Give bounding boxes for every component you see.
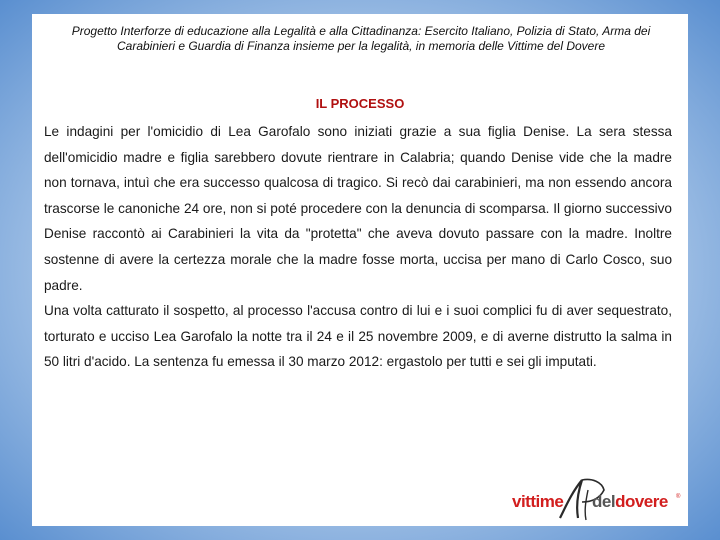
logo-word-deldovere (592, 492, 668, 512)
paragraph-investigation: Le indagini per l'omicidio di Lea Garofalo sono iniziati grazie a sua figlia Denise. La sera stessa dell'omicidio madre e figlia sarebbero dovute rientrare in Calabria; quando Denise vide che la madre non tornava, intuì che era successo qualcosa di tragico. Si recò dai carabinieri, ma non essendo ancora trascorse le canoniche 24 ore, non si poté procedere con la denuncia di scomparsa. Il giorno successivo Denise raccontò ai Carabinieri la vita da "protetta" che aveva dovuto passare con la madre. Inoltre sostenne di avere la certezza morale che la madre fosse morta, uccisa per mano di Carlo Cosco, suo padre. (44, 124, 672, 293)
vittime-del-dovere-logo (512, 472, 682, 524)
body-text (44, 119, 672, 375)
logo-registered-mark: ® (676, 494, 681, 500)
logo-word-vittime: vittime (512, 492, 564, 511)
logo-word-dovere: dovere (615, 492, 668, 511)
paragraph-trial: Una volta catturato il sospetto, al processo l'accusa contro di lui e i suoi complici fu di aver sequestrato, torturato e ucciso Lea Garofalo la notte tra il 24 e il 25 novembre 2009, e di averne distrutto la salma in 50 litri d'acido. La sentenza fu emessa il 30 marzo 2012: ergastolo per tutti e sei gli imputati. (44, 303, 672, 370)
section-title: IL PROCESSO (315, 96, 405, 111)
header-line-1: Progetto Interforze di educazione alla Legalità e alla Cittadinanza: Esercito Italiano, Polizia di Stato, Arma dei (71, 24, 651, 38)
project-header (46, 24, 676, 54)
logo-word-del: del (592, 492, 616, 511)
header-line-2: Carabinieri e Guardia di Finanza insieme per la legalità, in memoria delle Vittime del Dovere (116, 39, 605, 53)
slide-content (32, 14, 688, 526)
